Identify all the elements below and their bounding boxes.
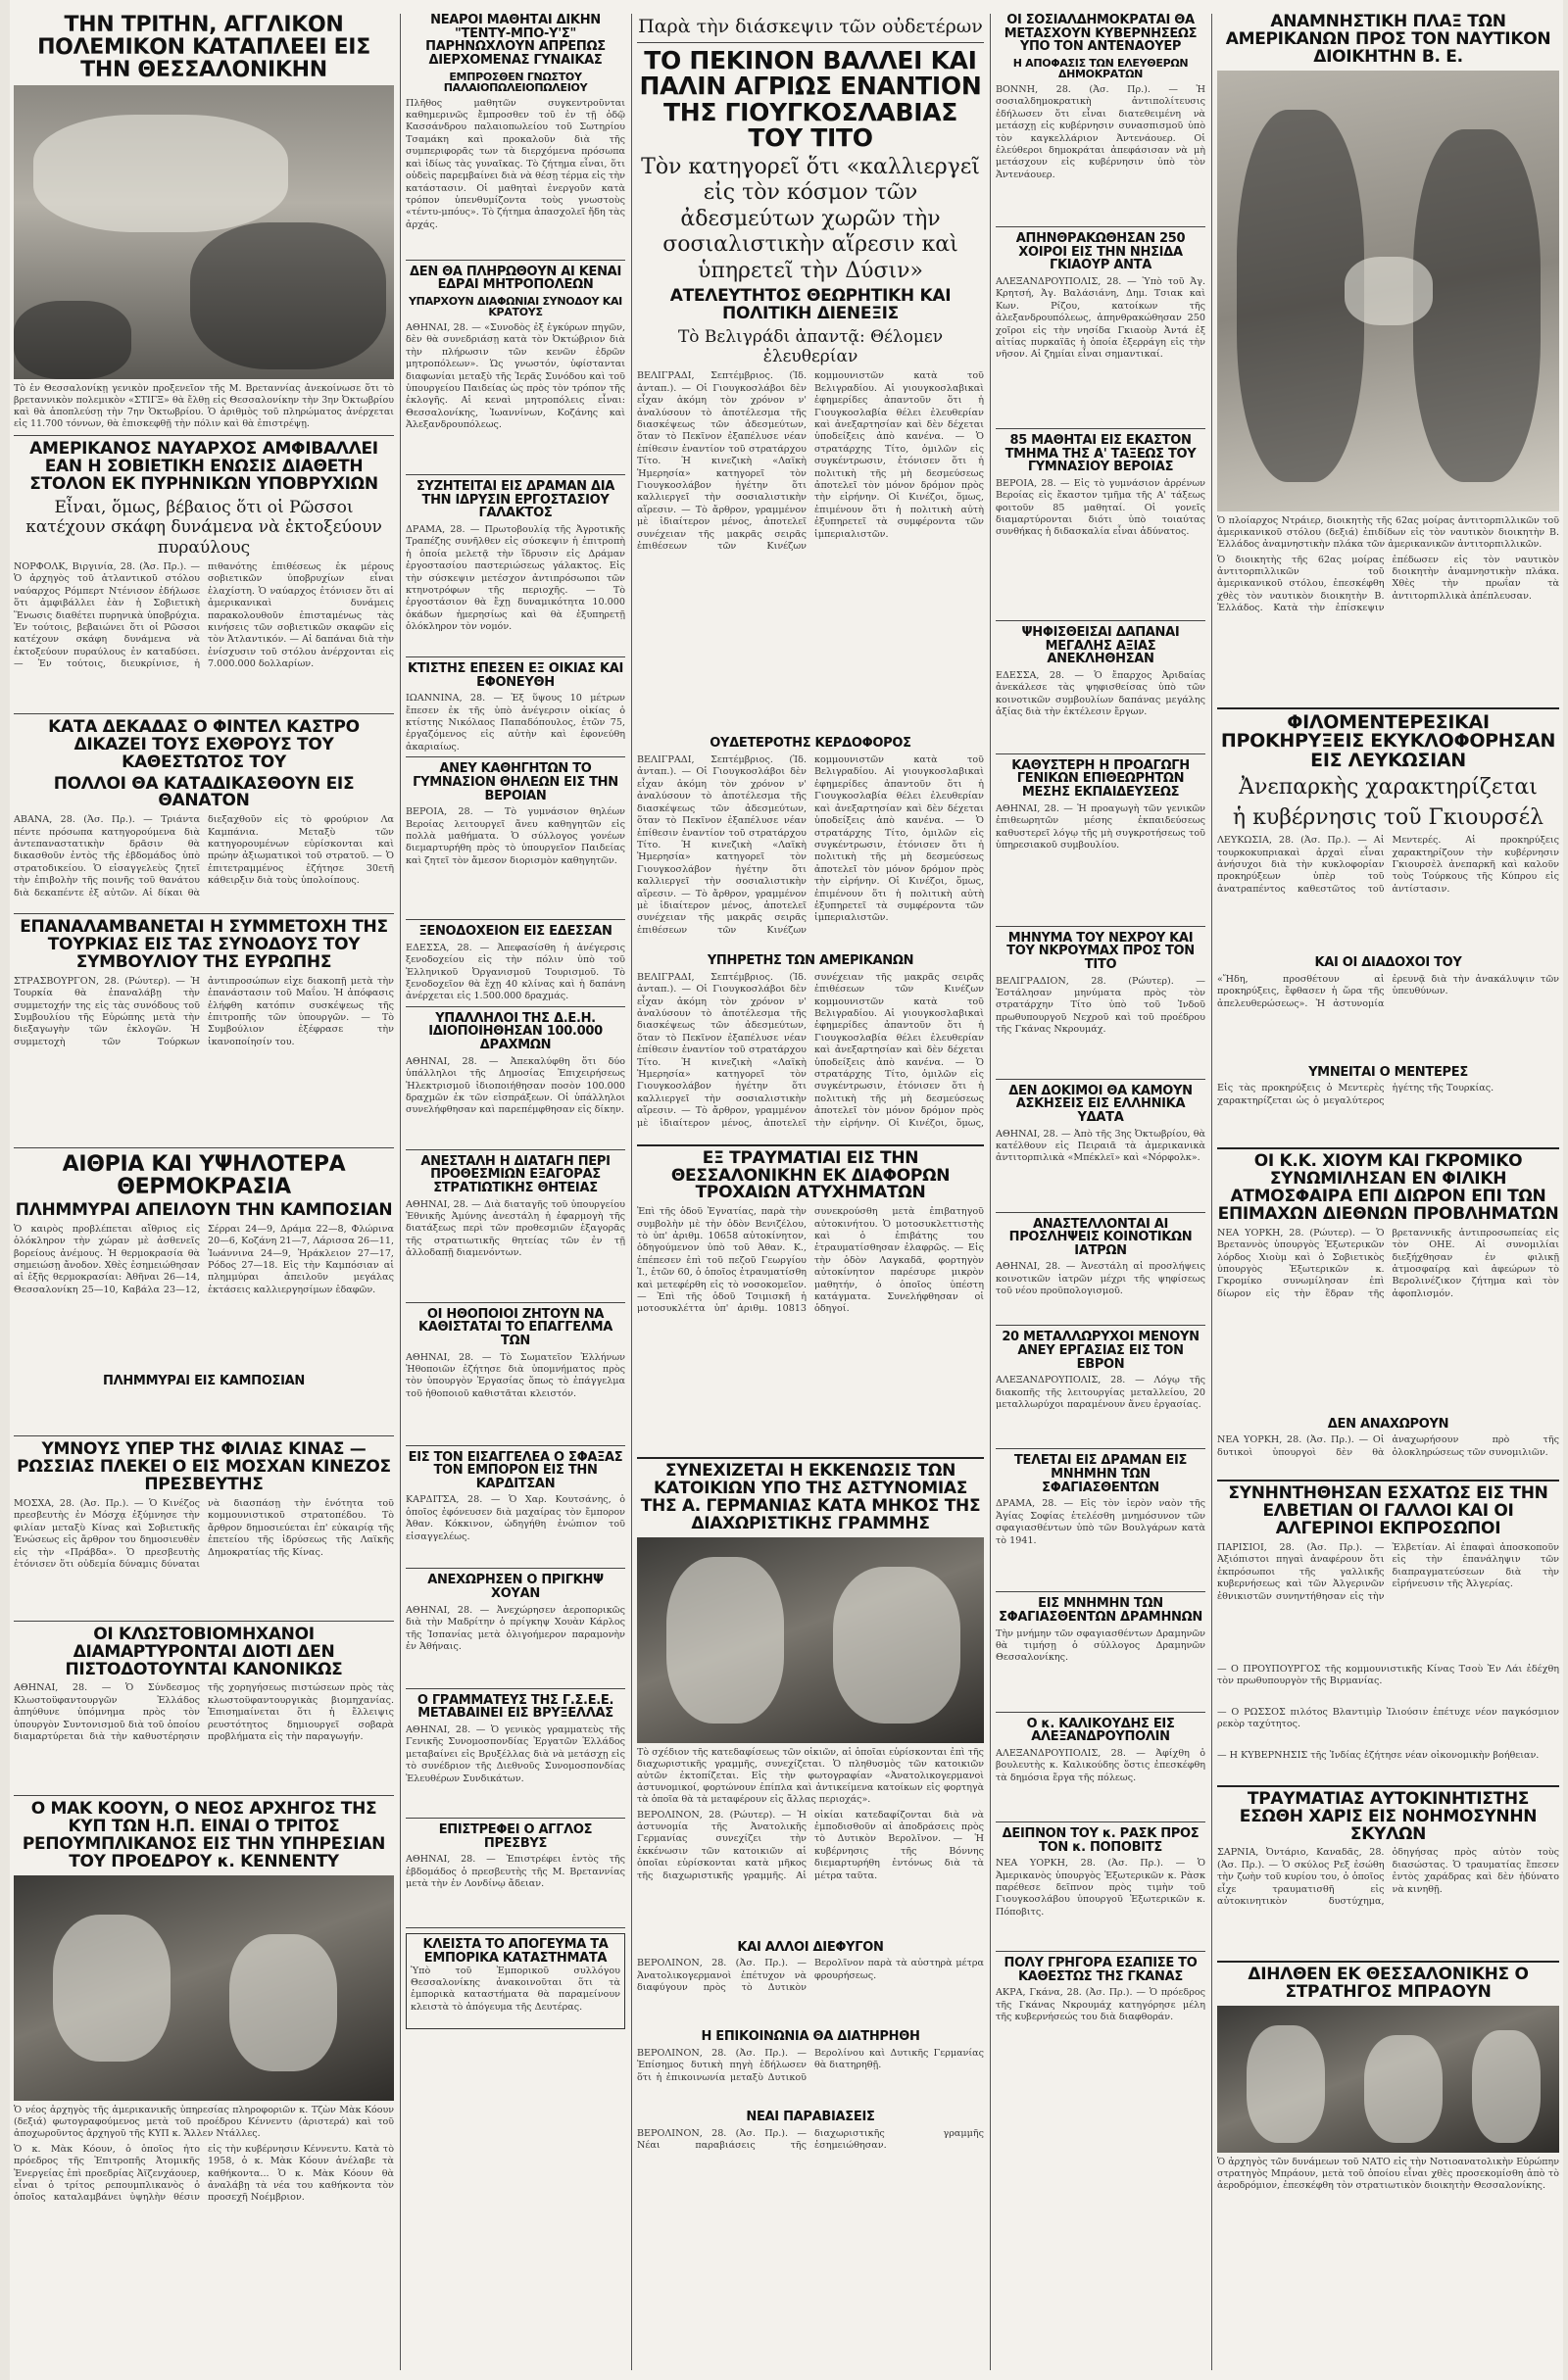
divider [14, 1435, 394, 1436]
article-body: Ἐπὶ τῆς ὁδοῦ Ἐγνατίας, παρὰ τὴν συμβολὴν μὲ τὴν ὁδὸν Βενιζέλου, τὸ ὑπ' ἀριθμ. 10658 αὐτοκίνητον, ὁδηγούμενον ὑπὸ τοῦ Ἀθαν. Κ., ἐπέπεσεν ἐπὶ τοῦ πεζοῦ Γεωργίου Ἰ., ἐτῶν 60, ὁ ὁποῖος ἐτραυματίσθη καὶ μετεφέρθη εἰς τὸ νοσοκομεῖον. — Ἐπὶ τῆς ὁδοῦ Τσιμισκῆ ἡ μοτοσυκλέττα ὑπ' ἀριθμ. 10813 συνεκρούσθη μετὰ ἐπιβατηγοῦ αὐτοκινήτου. Ὁ μοτοσυκλεττιστὴς καὶ ὁ ἐπιβάτης του ἐτραυματίσθησαν ἐλαφρῶς. — Εἰς τὴν ὁδὸν Λαγκαδᾶ, φορτηγὸν αὐτοκίνητον παρέσυρε μικρὸν μαθητήν, ὁ ὁποῖος ὑπέστη κατάγματα. Συνελήφθησαν οἱ ὁδηγοί. [637, 1206, 984, 1315]
article-body: Ὑπὸ τοῦ Ἐμπορικοῦ συλλόγου Θεσσαλονίκης ἀνακοινοῦται ὅτι τὰ ἐμπορικὰ καταστήματα θὰ παραμείνουν κλειστὰ τὸ ἀπόγευμα τῆς Δευτέρας. [411, 1965, 620, 2013]
article-body: ΒΕΡΟΛΙΝΟΝ, 28. (Ἀσ. Πρ.). — Ἐπίσημος δυτικὴ πηγὴ ἐδήλωσεν ὅτι ἡ ἐπικοινωνία μεταξὺ Δυτικοῦ Βερολίνου καὶ Δυτικῆς Γερμανίας θὰ διατηρηθῇ. [637, 2047, 984, 2083]
article-body: Ὁ καιρὸς προβλέπεται αἴθριος εἰς ὁλόκληρον τὴν χώραν μὲ ἀσθενεῖς βορείους ἀνέμους. Ἡ θερμοκρασία θὰ σημειώσῃ ἄνοδον. Χθὲς ἐσημειώθησαν αἱ ἑξῆς θερμοκρασίαι: Ἀθῆναι 26—14, Θεσσαλονίκη 25—10, Καβάλα 23—12, Σέρραι 24—9, Δράμα 22—8, Φλώρινα 20—6, Κοζάνη 21—7, Λάρισσα 26—11, Ἰωάννινα 24—9, Ἡράκλειον 27—17, Ρόδος 27—18. Εἰς τὴν Καμπόσιαν αἱ πλημμύραι ἀπειλοῦν μεγάλας ἐκτάσεις καλλιεργησίμων ἐδαφῶν. [14, 1223, 394, 1295]
article-body: ΕΔΕΣΣΑ, 28. — Ἀπεφασίσθη ἡ ἀνέγερσις ξενοδοχείου εἰς τὴν πόλιν ὑπὸ τοῦ Ἑλληνικοῦ Ὀργανισμοῦ Τουρισμοῦ. Τὸ ξενοδοχεῖον θὰ ἔχῃ 40 κλίνας καὶ ἡ δαπάνη ἀνέρχεται εἰς 1.500.000 δραχμάς. [406, 942, 625, 1001]
headline: ΟΙ ΗΘΟΠΟΙΟΙ ΖΗΤΟΥΝ ΝΑ ΚΑΘΙΣΤΑΤΑΙ ΤΟ ΕΠΑΓΓΕΛΜΑ ΤΩΝ [418, 1306, 612, 1348]
article-body: ΚΑΡΔΙΤΣΑ, 28. — Ὁ Χαρ. Κουτσάνης, ὁ ὁποῖος ἐφόνευσεν διὰ μαχαίρας τὸν ἔμπορον Ἀθαν. Κόκκινον, ὡδηγήθη ἐνώπιον τοῦ εἰσαγγελέως. [406, 1494, 625, 1542]
article-body: «Ἤδη, προσθέτουν αἱ προκηρύξεις, ἔφθασεν ἡ ὥρα τῆς ἀπελευθερώσεως». Ἡ ἀστυνομία ἐρευνᾷ διὰ τὴν ἀνακάλυψιν τῶν ὑπευθύνων. [1217, 973, 1559, 1009]
headline: ΣΥΖΗΤΕΙΤΑΙ ΕΙΣ ΔΡΑΜΑΝ ΔΙΑ ΤΗΝ ΙΔΡΥΣΙΝ ΕΡΓΟΣΤΑΣΙΟΥ ΓΑΛΑΚΤΟΣ [416, 479, 615, 521]
headline: ΔΕΝ ΔΟΚΙΜΟΙ ΘΑ ΚΑΜΟΥΝ ΑΣΚΗΣΕΙΣ ΕΙΣ ΕΛΛΗΝΙΚΑ ΥΔΑΤΑ [1008, 1083, 1193, 1125]
article-body: Τὴν μνήμην τῶν σφαγιασθέντων Δραμηνῶν θὰ τιμήσῃ ὁ σύλλογος Δραμηνῶν Θεσσαλονίκης. [996, 1627, 1205, 1664]
headline: ΕΠΑΝΑΛΑΜΒΑΝΕΤΑΙ Η ΣΥΜΜΕΤΟΧΗ ΤΗΣ ΤΟΥΡΚΙΑΣ ΕΙΣ ΤΑΣ ΣΥΝΟΔΟΥΣ ΤΟΥ ΣΥΜΒΟΥΛΙΟΥ ΤΗΣ ΕΥΡΩΠΗΣ [20, 917, 388, 972]
divider [637, 1457, 984, 1459]
section-tag: ΝΕΑΙ ΠΑΡΑΒΙΑΣΕΙΣ [746, 2109, 875, 2124]
article-body: ΑΘΗΝΑΙ, 28. — Ἀνεχώρησεν ἀεροπορικῶς διὰ τὴν Μαδρίτην ὁ πρίγκηψ Χουὰν Κάρλος τῆς Ἰσπανίας μετὰ ὀλιγοήμερον παραμονὴν ἐν Ἀθήναις. [406, 1604, 625, 1652]
headline: ΣΥΝΗΝΤΗΘΗΣΑΝ ΕΣΧΑΤΩΣ ΕΙΣ ΤΗΝ ΕΛΒΕΤΙΑΝ ΟΙ ΓΑΛΛΟΙ ΚΑΙ ΟΙ ΑΛΓΕΡΙΝΟΙ ΕΚΠΡΟΣΩΠΟΙ [1228, 1483, 1548, 1539]
divider [996, 1591, 1205, 1592]
divider [996, 1821, 1205, 1822]
subheadline: Ἀνεπαρκὴς χαρακτηρίζεται [1239, 775, 1538, 801]
article-body: ΑΘΗΝΑΙ, 28. — Ὁ γενικὸς γραμματεὺς τῆς Γενικῆς Συνομοσπονδίας Ἐργατῶν Ἑλλάδος μεταβαίνει εἰς Βρυξέλλας διὰ νὰ μετάσχῃ εἰς τὸ συνέδριον τῆς Διεθνοῦς Συνομοσπονδίας Ἐλευθέρων Συνδικάτων. [406, 1724, 625, 1784]
article-body: ΑΘΗΝΑΙ, 28. — «Συνοδὸς ἐξ ἐγκύρων πηγῶν, δὲν θὰ συνεδριάσῃ κατὰ τὸν Ὀκτώβριον διὰ τὴν πλήρωσιν τῶν κενῶν ἑδρῶν μητροπόλεων». Ὡς γνωστόν, ὑφίστανται διαφωνίαι μεταξὺ τῆς Ἱερᾶς Συνόδου καὶ τοῦ ὑπουργείου Παιδείας ὡς πρὸς τὸν τρόπον τῆς ἐκλογῆς. Αἱ κεναὶ μητροπόλεις εἶναι: Θεσσαλονίκης, Ἰωαννίνων, Κοζάνης καὶ Ἀλεξανδρουπόλεως. [406, 322, 625, 431]
headline: ΚΛΕΙΣΤΑ ΤΟ ΑΠΟΓΕΥΜΑ ΤΑ ΕΜΠΟΡΙΚΑ ΚΑΤΑΣΤΗΜΑΤΑ [422, 1937, 609, 1966]
section-tag: Η ΕΠΙΚΟΙΝΩΝΙΑ ΘΑ ΔΙΑΤΗΡΗΘΗ [701, 2029, 920, 2045]
column-5 [1213, 14, 1563, 2370]
section-tag: ΠΛΗΜΜΥΡΑΙ ΕΙΣ ΚΑΜΠΟΣΙΑΝ [103, 1373, 305, 1388]
headline: ΚΤΙΣΤΗΣ ΕΠΕΣΕΝ ΕΞ ΟΙΚΙΑΣ ΚΑΙ ΕΦΟΝΕΥΘΗ [407, 660, 624, 690]
divider [406, 919, 625, 920]
subheadline: Η ΑΠΟΦΑΣΙΣ ΤΩΝ ΕΛΕΥΘΕΡΩΝ ΔΗΜΟΚΡΑΤΩΝ [1012, 56, 1189, 81]
column-1 [10, 14, 398, 2370]
section-tag: ΚΑΙ ΑΛΛΟΙ ΔΙΕΦΥΓΟΝ [737, 1939, 884, 1955]
headline: ΑΝΑΣΤΕΛΛΟΝΤΑΙ ΑΙ ΠΡΟΣΛΗΨΕΙΣ ΚΟΙΝΟΤΙΚΩΝ ΙΑΤΡΩΝ [1008, 1216, 1193, 1258]
article-body: ΑΛΕΞΑΝΔΡΟΥΠΟΛΙΣ, 28. — Ἀφίχθη ὁ βουλευτὴς κ. Καλικούδης ὅστις ἐπεσκέφθη τὰ δημόσια ἔργα τῆς πόλεως. [996, 1747, 1205, 1783]
subheadline: ΥΠΑΡΧΟΥΝ ΔΙΑΦΩΝΙΑΙ ΣΥΝΟΔΟΥ ΚΑΙ ΚΡΑΤΟΥΣ [409, 294, 622, 319]
subheadline: ΠΟΛΛΟΙ ΘΑ ΚΑΤΑΔΙΚΑΣΘΟΥΝ ΕΙΣ ΘΑΝΑΤΟΝ [53, 773, 355, 811]
article-body: ΠΑΡΙΣΙΟΙ, 28. (Ἀσ. Πρ.). — Ἀξιόπιστοι πηγαὶ ἀναφέρουν ὅτι ἐκπρόσωποι τῆς γαλλικῆς κυβερνήσεως καὶ τῶν Ἀλγερινῶν ἐθνικιστῶν συνηντήθησαν εἰς τὴν Ἐλβετίαν. Αἱ ἐπαφαὶ ἀποσκοποῦν εἰς τὴν ἐπανάληψιν τῶν διαπραγματεύσεων διὰ τὴν εἰρήνευσιν τῆς Ἀλγερίας. [1217, 1541, 1559, 1602]
photo-caption: Ὁ πλοίαρχος Ντράιερ, διοικητὴς τῆς 62ας μοίρας ἀντιτορπιλλικῶν τοῦ ἀμερικανικοῦ στόλου (δεξιά) ἐπιδίδων εἰς τὸν ναυτικὸν διοικητὴν Β. Ἑλλάδος ἀναμνηστικὴν πλάκα τῶν ἀμερικανικῶν ἀντιτορπιλλικῶν. [1217, 514, 1559, 550]
column-rule [990, 14, 991, 2370]
subheadline: Τὸν κατηγορεῖ ὅτι «καλλιεργεῖ εἰς τὸν κόσμον τῶν ἀδεσμεύτων χωρῶν τὴν σοσιαλιστικὴν αἵρεσιν καὶ ὑπηρετεῖ τὴν Δύσιν» [641, 155, 980, 283]
article-body: ΣΤΡΑΣΒΟΥΡΓΟΝ, 28. (Ρώυτερ). — Ἡ Τουρκία θὰ ἐπαναλάβῃ τὴν συμμετοχήν της εἰς τὰς συνόδους τοῦ Συμβουλίου τῆς Εὐρώπης μετὰ τὴν διεξαγωγὴν τῶν ἐκλογῶν. Ἡ συμμετοχὴ τῶν Τούρκων ἀντιπροσώπων εἶχε διακοπῇ μετὰ τὴν ἐπανάστασιν τοῦ Μαΐου. Ἡ ἀπόφασις ἐλήφθη κατόπιν συσκέψεως τῆς ἐπιτροπῆς τῶν ὑπουργῶν. — Τὸ Συμβούλιον ἐξέφρασε τὴν ἱκανοποίησίν του. [14, 975, 394, 1047]
divider [406, 1302, 625, 1303]
divider [996, 1712, 1205, 1713]
photo-caption: Τὸ σχέδιον τῆς κατεδαφίσεως τῶν οἰκιῶν, αἱ ὁποῖαι εὑρίσκονται ἐπὶ τῆς διαχωριστικῆς γραμμῆς, συνεχίζεται. Ὁ πληθυσμὸς τῶν κατοικιῶν αὐτῶν ἐκτοπίζεται. Εἰς τὴν φωτογραφίαν «Ἀνατολικογερμανοὶ ἀστυνομικοί, φορτώνουν ἐπίπλα καὶ ἀντικείμενα κατοίκων εἰς φορτηγὰ τὰ ὁποῖα θὰ τὰ μεταφέρουν εἰς ἄλλας περιοχάς». [637, 1746, 984, 1805]
divider [406, 1927, 625, 1928]
divider [996, 1448, 1205, 1449]
divider [996, 428, 1205, 429]
divider [996, 620, 1205, 621]
divider [637, 42, 984, 43]
notice-box [406, 1933, 625, 2028]
column-rule [1211, 14, 1212, 2370]
article-body: ΝΕΑ ΥΟΡΚΗ, 28. (Ἀσ. Πρ.). — Οἱ δυτικοὶ ὑπουργοὶ δὲν θὰ ἀναχωρήσουν πρὸ τῆς ὁλοκληρώσεως τῶν συνομιλιῶν. [1217, 1434, 1559, 1458]
headline: ΝΕΑΡΟΙ ΜΑΘΗΤΑΙ ΔΙΚΗΝ "ΤΕΝΤΥ-ΜΠΟ-Υ'Σ" ΠΑΡΗΝΩΧΛΟΥΝ ΑΠΡΕΠΩΣ ΔΙΕΡΧΟΜΕΝΑΣ ΓΥΝΑΙΚΑΣ [425, 14, 606, 68]
headline: ΕΞ ΤΡΑΥΜΑΤΙΑΙ ΕΙΣ ΤΗΝ ΘΕΣΣΑΛΟΝΙΚΗΝ ΕΚ ΔΙΑΦΟΡΩΝ ΤΡΟΧΑΙΩΝ ΑΤΥΧΗΜΑΤΩΝ [670, 1147, 951, 1203]
divider [996, 1079, 1205, 1080]
newspaper-page [10, 0, 1563, 2380]
article-body: ΑΛΕΞΑΝΔΡΟΥΠΟΛΙΣ, 28. — Λόγῳ τῆς διακοπῆς τῆς λειτουργίας μεταλλείου, 20 μεταλλωρύχοι παραμένουν ἄνευ ἐργασίας. [996, 1375, 1205, 1411]
headline: ΥΠΑΛΛΗΛΟΙ ΤΗΣ Δ.Ε.Η. ΙΔΙΟΠΟΙΗΘΗΣΑΝ 100.000 ΔΡΑΧΜΩΝ [428, 1010, 603, 1053]
divider [406, 656, 625, 657]
divider [996, 1212, 1205, 1213]
article-body: ΙΩΑΝΝΙΝΑ, 28. — Ἐξ ὕψους 10 μέτρων ἔπεσεν ἐκ τῆς ὑπὸ ἀνέγερσιν οἰκίας ὁ κτίστης Νικόλαος Παπαδόπουλος, ἐτῶν 75, ἐργαζόμενος εἰς αὐτὴν καὶ ἐφονεύθη ἀκαριαίως. [406, 693, 625, 753]
headline: ΜΗΝΥΜΑ ΤΟΥ ΝΕΧΡΟΥ ΚΑΙ ΤΟΥ ΝΚΡΟΥΜΑΧ ΠΡΟΣ ΤΟΝ ΤΙΤΟ [1006, 930, 1195, 972]
article-body: ΑΚΡΑ, Γκάνα, 28. (Ἀσ. Πρ.). — Ὁ πρόεδρος τῆς Γκάνας Νκρουμάχ κατηγόρησε μέλη τῆς κυβερνήσεώς του διὰ διαφθοράν. [996, 1987, 1205, 2023]
divider [1217, 1785, 1559, 1787]
brief: — Η ΚΥΒΕΡΝΗΣΙΣ τῆς Ἰνδίας ἐζήτησε νέαν οἰκονομικὴν βοήθειαν. [1217, 1749, 1540, 1761]
headline: ΤΗΝ ΤΡΙΤΗΝ, ΑΓΓΛΙΚΟΝ ΠΟΛΕΜΙΚΟΝ ΚΑΤΑΠΛΕΕΙ ΕΙΣ ΤΗΝ ΘΕΣΣΑΛΟΝΙΚΗΝ [37, 14, 370, 83]
headline: ΑΝΕΥ ΚΑΘΗΓΗΤΩΝ ΤΟ ΓΥΜΝΑΣΙΟΝ ΘΗΛΕΩΝ ΕΙΣ ΤΗΝ ΒΕΡΟΙΑΝ [413, 761, 618, 803]
article-body: Ὁ κ. Μὰκ Κόουν, ὁ ὁποῖος ἦτο πρόεδρος τῆς Ἐπιτροπῆς Ἀτομικῆς Ἐνεργείας ἐπὶ προεδρίας Ἀϊζενχάουερ, εἶναι ὁ τρίτος ρεπουμπλικανὸς ὁ ὁποῖος καταλαμβάνει ὑψηλὴν θέσιν εἰς τὴν κυβέρνησιν Κέννεντυ. Κατὰ τὸ 1958, ὁ κ. Μὰκ Κόουν ἀνέλαβε τὰ καθήκοντα... Ὁ κ. Μὰκ Κόουν θὰ ἀναλάβῃ τὰ νέα του καθήκοντα τὸν προσεχῆ Νοέμβριον. [14, 2143, 394, 2204]
headline: ΑΝΑΜΝΗΣΤΙΚΗ ΠΛΑΞ ΤΩΝ ΑΜΕΡΙΚΑΝΩΝ ΠΡΟΣ ΤΟΝ ΝΑΥΤΙΚΟΝ ΔΙΟΙΚΗΤΗΝ Β. Ε. [1225, 14, 1551, 67]
photo-caption: Ὁ νέος ἀρχηγὸς τῆς ἀμερικανικῆς ὑπηρεσίας πληροφοριῶν κ. Τζὼν Μὰκ Κόουν (δεξιά) φωτογραφούμενος μετὰ τοῦ προέδρου Κέννεντυ (ἀριστερά) καὶ τοῦ ἀποχωροῦντος ἀρχηγοῦ τῆς ΚΥΠ κ. Ἄλλεν Ντάλλες. [14, 2104, 394, 2139]
article-body: ΑΘΗΝΑΙ, 28. — Ἀπεκαλύφθη ὅτι δύο ὑπάλληλοι τῆς Δημοσίας Ἐπιχειρήσεως Ἠλεκτρισμοῦ ἰδιοποιήθησαν ποσὸν 100.000 δραχμῶν ἐκ τῶν εἰσπράξεων. Οἱ ὑπάλληλοι συνελήφθησαν καὶ παρεπέμφθησαν εἰς δίκην. [406, 1055, 625, 1116]
article-body: ΝΟΡΦΟΛΚ, Βιργινία, 28. (Ἀσ. Πρ.). — Ὁ ἀρχηγὸς τοῦ ἀτλαντικοῦ στόλου ναύαρχος Ρόμπερτ Ντένισον ἐδήλωσε ὅτι ἀμφιβάλλει ἐὰν ἡ Σοβιετικὴ Ἕνωσις διαθέτει πυρηνικὰ ὑποβρύχια. Ἐν τούτοις, βεβαιώνει ὅτι οἱ Ρῶσσοι κατέχουν σκάφη δυνάμενα νὰ ἐκτοξεύουν πυραύλους ἐν καταδύσει. — Ἐν τούτοις, διευκρίνισε, ἡ πιθανότης ἐπιθέσεως ἐκ μέρους σοβιετικῶν ὑποβρυχίων εἶναι ἐλαχίστη. Ὁ ναύαρχος ἐτόνισεν ὅτι αἱ ἀμερικανικαὶ δυνάμεις παρακολουθοῦν ἐπισταμένως τὰς κινήσεις τῶν σοβιετικῶν σκαφῶν εἰς τὸν Ἀτλαντικόν. — Αἱ δαπάναι διὰ τὴν ἐνίσχυσιν τοῦ στόλου ἀνέρχονται εἰς 7.000.000 δολλαρίων. [14, 560, 394, 670]
divider [406, 1818, 625, 1819]
headline: ΠΟΛΥ ΓΡΗΓΟΡΑ ΕΣΑΠΙΣΕ ΤΟ ΚΑΘΕΣΤΩΣ ΤΗΣ ΓΚΑΝΑΣ [1004, 1956, 1198, 1984]
column-3 [633, 14, 988, 2370]
headline: ΕΠΙΣΤΡΕΦΕΙ Ο ΑΓΓΛΟΣ ΠΡΕΣΒΥΣ [438, 1822, 593, 1851]
section-tag: ΔΕΝ ΑΝΑΧΩΡΟΥΝ [1327, 1416, 1449, 1432]
article-body: ΒΕΛΙΓΡΑΔΙ, Σεπτέμβριος. (Ἰδ. ἀνταπ.). — Οἱ Γιουγκοσλάβοι δὲν εἶχαν ἀκόμη τὸν χρόνον ν' ἀναλύσουν τὸ ἀποτέλεσμα τῆς διασκέψεως τῶν ἀδεσμεύτων, ὅταν τὸ Πεκῖνον ἐξαπέλυσε νέαν ἐπίθεσιν ἐναντίον τοῦ στρατάρχου Τίτο. Ἡ κινεζικὴ «Λαϊκὴ Ἡμερησία» κατηγορεῖ τὸν Γιουγκοσλάβον ἡγέτην ὅτι καλλιεργεῖ τὴν σοσιαλιστικὴν αἵρεσιν. — Τὸ ἄρθρον, γραμμένον μὲ ἰδιαίτερον μένος, ἀποτελεῖ συνέχειαν τῆς μακρᾶς σειρᾶς ἐπιθέσεων τῶν Κινέζων κομμουνιστῶν κατὰ τοῦ Βελιγραδίου. Αἱ γιουγκοσλαβικαὶ ἐφημερίδες ἀπαντοῦν ὅτι ἡ Γιουγκοσλαβία θέλει ἐλευθερίαν καὶ ἀνεξαρτησίαν καὶ δὲν δέχεται ὑποδείξεις ἀπὸ κανένα. — Ὁ στρατάρχης Τίτο, ὁμιλῶν εἰς συγκέντρωσιν, ἐτόνισεν ὅτι ἡ πολιτικὴ τῆς μὴ δεσμεύσεως ἀποτελεῖ τὸν μόνον δρόμον πρὸς τὴν εἰρήνην. Οἱ Κινέζοι, ὅμως, [637, 971, 984, 1129]
headline: ΚΑΘΥΣΤΕΡΗ Η ΠΡΟΑΓΩΓΗ ΓΕΝΙΚΩΝ ΕΠΙΘΕΩΡΗΤΩΝ ΜΕΣΗΣ ΕΚΠΑΙΔΕΥΣΕΩΣ [1011, 757, 1190, 801]
article-body: ΒΕΡΟΛΙΝΟΝ, 28. (Ἀσ. Πρ.). — Ἀνατολικογερμανοὶ ἐπέτυχον νὰ διαφύγουν πρὸς τὸ Δυτικὸν Βερολῖνον παρὰ τὰ αὐστηρὰ μέτρα φρουρήσεως. [637, 1958, 984, 1994]
divider [14, 1147, 394, 1148]
photo-caption: Τὸ ἐν Θεσσαλονίκῃ γενικὸν προξενεῖον τῆς Μ. Βρεταννίας ἀνεκοίνωσε ὅτι τὸ βρεταννικὸν πολεμικὸν «ΣΤΙΓΞ» θὰ ἔλθῃ εἰς Θεσσαλονίκην τὴν 3ην Ὀκτωβρίου καὶ θὰ ἀποπλεύσῃ τὴν 7ην Ὀκτωβρίου. Ὁ ἀριθμὸς τοῦ πληρώματος ἀνέρχεται εἰς 11.700 τόννων, θὰ ἐπισκεφθῇ τὴν πόλιν καὶ θὰ ἐπιστρέψῃ. [14, 383, 394, 430]
divider [406, 1688, 625, 1689]
article-body: Εἰς τὰς προκηρύξεις ὁ Μεντερὲς χαρακτηρίζεται ὡς ὁ μεγαλύτερος ἡγέτης τῆς Τουρκίας. [1217, 1083, 1494, 1106]
column-2 [402, 14, 629, 2370]
headline: Ο κ. ΚΑΛΙΚΟΥΔΗΣ ΕΙΣ ΑΛΕΞΑΝΔΡΟΥΠΟΛΙΝ [1026, 1716, 1175, 1745]
article-body: ΒΕΡΟΙΑ, 28. — Τὸ γυμνάσιον θηλέων Βεροίας λειτουργεῖ ἄνευ καθηγητῶν εἰς πολλὰ μαθήματα. Ὁ σύλλογος γονέων διεμαρτυρήθη πρὸς τὸ ὑπουργεῖον Παιδείας καὶ ζητεῖ τὸν ἄμεσον διορισμὸν καθηγητῶν. [406, 806, 625, 866]
article-body: ΑΘΗΝΑΙ, 28. — Ἡ προαγωγὴ τῶν γενικῶν ἐπιθεωρητῶν μέσης ἐκπαιδεύσεως καθυστερεῖ λόγῳ τῆς μὴ συγκροτήσεως τοῦ ὑπηρεσιακοῦ συμβουλίου. [996, 802, 1205, 850]
headline: ΑΙΘΡΙΑ ΚΑΙ ΥΨΗΛΟΤΕΡΑ ΘΕΡΜΟΚΡΑΣΙΑ [62, 1151, 346, 1199]
column-4 [992, 14, 1209, 2370]
headline: ΔΕΝ ΘΑ ΠΛΗΡΩΘΟΥΝ ΑΙ ΚΕΝΑΙ ΕΔΡΑΙ ΜΗΤΡΟΠΟΛΕΩΝ [410, 264, 621, 293]
general-photo [1217, 2006, 1559, 2153]
article-body: ΑΒΑΝΑ, 28. (Ἀσ. Πρ.). — Τριάντα πέντε πρόσωπα κατηγορούμενα διὰ ἀντεπαναστατικὴν δρᾶσιν θὰ δικασθοῦν ἐντὸς τῆς ἑβδομάδος ὑπὸ στρατοδικείου. Ὁ εἰσαγγελεὺς ζητεῖ τὴν ἐπιβολὴν τῆς ποινῆς τοῦ θανάτου διὰ δεκαπέντε ἐξ αὐτῶν. Αἱ δίκαι θὰ διεξαχθοῦν εἰς τὸ φρούριον Λα Καμπάνια. Μεταξὺ τῶν κατηγορουμένων εὑρίσκονται καὶ πρώην ἀξιωματικοὶ τοῦ στρατοῦ. — Ὁ ἐπιτετραμμένος ἐζήτησε 30ετῆ κάθειρξιν διὰ τοὺς ὑπολοίπους. [14, 814, 394, 899]
headline: 85 ΜΑΘΗΤΑΙ ΕΙΣ ΕΚΑΣΤΟΝ ΤΜΗΜΑ ΤΗΣ Α' ΤΑΞΕΩΣ ΤΟΥ ΓΥΜΝΑΣΙΟΥ ΒΕΡΟΙΑΣ [1004, 432, 1197, 475]
subheadline: Τὸ Βελιγράδι ἀπαντᾷ: Θέλομεν ἐλευθερίαν [677, 326, 944, 367]
headline: 20 ΜΕΤΑΛΛΩΡΥΧΟΙ ΜΕΝΟΥΝ ΑΝΕΥ ΕΡΓΑΣΙΑΣ ΕΙΣ ΤΟΝ ΕΒΡΟΝ [1002, 1330, 1200, 1372]
headline: ΚΑΤΑ ΔΕΚΑΔΑΣ Ο ΦΙΝΤΕΛ ΚΑΣΤΡΟ ΔΙΚΑΖΕΙ ΤΟΥΣ ΕΧΘΡΟΥΣ ΤΟΥ ΚΑΘΕΣΤΩΤΟΣ ΤΟΥ [48, 716, 360, 772]
article-body: ΒΕΡΟΙΑ, 28. — Εἰς τὸ γυμνάσιον ἀρρένων Βεροίας εἰς ἕκαστον τμῆμα τῆς Α' τάξεως φοιτοῦν 85 μαθηταί. Οἱ γονεῖς διαμαρτύρονται διότι ὑπὸ τοιαύτας συνθήκας ἡ διδασκαλία εἶναι ἀδύνατος. [996, 477, 1205, 538]
article-body: ΑΘΗΝΑΙ, 28. — Τὸ Σωματεῖον Ἑλλήνων Ἠθοποιῶν ἐζήτησε διὰ ὑπομνήματος πρὸς τὸν ὑπουργὸν Ἐργασίας ὅπως τὸ ἐπάγγελμα τοῦ ἠθοποιοῦ καθιστᾶται κλειστόν. [406, 1351, 625, 1399]
article-body: ΒΟΝΝΗ, 28. (Ἀσ. Πρ.). — Ἡ σοσιαλδημοκρατικὴ ἀντιπολίτευσις ἐδήλωσεν ὅτι εἶναι διατεθειμένη νὰ μετάσχῃ εἰς κυβέρνησιν συνασπισμοῦ ὑπὸ τὸν καγκελλάριον Ἀντενάουερ. Οἱ ἐλεύθεροι δημοκράται ἀπεφάσισαν νὰ μὴ μετάσχουν εἰς κυβέρνησιν ὑπὸ τὸν Ἀντενάουερ. [996, 84, 1205, 180]
portrait-photo [14, 1875, 394, 2101]
divider [1217, 1147, 1559, 1149]
headline: ΕΙΣ ΜΝΗΜΗΝ ΤΩΝ ΣΦΑΓΙΑΣΘΕΝΤΩΝ ΔΡΑΜΗΝΩΝ [999, 1596, 1202, 1625]
headline: ΟΙ ΣΟΣΙΑΛΔΗΜΟΚΡΑΤΑΙ ΘΑ ΜΕΤΑΣΧΟΥΝ ΚΥΒΕΡΝΗΣΕΩΣ ΥΠΟ ΤΟΝ ΑΝΤΕΝΑΟΥΕΡ [1004, 14, 1198, 55]
photo-caption: Ὁ ἀρχηγὸς τῶν δυνάμεων τοῦ ΝΑΤΟ εἰς τὴν Νοτιοανατολικὴν Εὐρώπην στρατηγὸς Μπράουν, μετὰ τοῦ ὁποίου εἶναι χθὲς προσεκομίσθη ἀπὸ τὸ ἀεροδρόμιον, ἐπεσκέφθη τὸν στρατιωτικὸν διοικητὴν Θεσσαλονίκης. [1217, 2157, 1559, 2192]
headline: ΑΝΕΧΩΡΗΣΕΝ Ο ΠΡΙΓΚΗΨ ΧΟΥΑΝ [427, 1573, 604, 1602]
section-tag: ΟΥΔΕΤΕΡΟΤΗΣ ΚΕΡΔΟΦΟΡΟΣ [710, 736, 911, 752]
divider [637, 1144, 984, 1146]
article-body: ΣΑΡΝΙΑ, Ὀντάριο, Καναδᾶς, 28. (Ἀσ. Πρ.). — Ὁ σκύλος Ρεξ ἐσώθη τὴν ζωὴν τοῦ κυρίου του, ὁ ὁποῖος εἶχε τραυματισθῆ εἰς αὐτοκινητικὸν δυστύχημα, ὁδηγήσας πρὸς αὐτὸν τοὺς διασώστας. Ὁ τραυματίας ἔπεσεν ἐντὸς χαράδρας καὶ δὲν ἠδύνατο νὰ κινηθῇ. [1217, 1847, 1559, 1908]
article-body: ΑΘΗΝΑΙ, 28. — Ὁ Σύνδεσμος Κλωστοϋφαντουργῶν Ἑλλάδος ἀπηύθυνε ὑπόμνημα πρὸς τὸν ὑπουργὸν Συντονισμοῦ διὰ τοῦ ὁποίου διαμαρτύρεται διὰ τὴν καθυστέρησιν τῆς χορηγήσεως πιστώσεων πρὸς τὰς κλωστοϋφαντουργικὰς βιομηχανίας. Ἐπισημαίνεται ὅτι ἡ ἔλλειψις ρευστότητος δημιουργεῖ σοβαρὰ προβλήματα εἰς τὴν παραγωγήν. [14, 1682, 394, 1743]
kicker: Παρὰ τὴν διάσκεψιν τῶν οὐδετέρων [638, 16, 983, 37]
headline: ΤΕΛΕΤΑΙ ΕΙΣ ΔΡΑΜΑΝ ΕΙΣ ΜΝΗΜΗΝ ΤΩΝ ΣΦΑΓΙΑΣΘΕΝΤΩΝ [1013, 1453, 1188, 1495]
headline: ΔΕΙΠΝΟΝ ΤΟΥ κ. ΡΑΣΚ ΠΡΟΣ ΤΟΝ κ. ΠΟΠΟΒΙΤΣ [1002, 1825, 1200, 1855]
headline: ΥΜΝΟΥΣ ΥΠΕΡ ΤΗΣ ΦΙΛΙΑΣ ΚΙΝΑΣ — ΡΩΣΣΙΑΣ ΠΛΕΚΕΙ Ο ΕΙΣ ΜΟΣΧΑΝ ΚΙΝΕΖΟΣ ΠΡΕΣΒΕΥΤΗΣ [17, 1439, 391, 1495]
article-body: ΕΔΕΣΣΑ, 28. — Ὁ ἔπαρχος Ἀριδαίας ἀνεκάλεσε τὰς ψηφισθείσας ὑπὸ τῶν κοινοτικῶν συμβουλίων δαπάνας μεγάλης ἀξίας διὰ τὴν ἐκτέλεσιν ἔργων. [996, 669, 1205, 717]
article-body: ΔΡΑΜΑ, 28. — Πρωτοβουλίᾳ τῆς Ἀγροτικῆς Τραπέζης συνῆλθεν εἰς σύσκεψιν ἡ ἐπιτροπὴ ἡ ὁποία μελετᾷ τὴν ἵδρυσιν εἰς Δράμαν ἐργοστασίου παστεριώσεως γάλακτος. Εἰς τὴν σύσκεψιν μετέσχον ἀντιπρόσωποι τῶν κτηνοτρόφων τῆς περιοχῆς. — Τὸ ἐργοστάσιον θὰ ἔχῃ δυναμικότητα 10.000 ὀκάδων ἡμερησίως καὶ θὰ ἐξυπηρετῇ ὁλόκληρον τὸν νομόν. [406, 523, 625, 633]
headline: ΑΠΗΝΘΡΑΚΩΘΗΣΑΝ 250 ΧΟΙΡΟΙ ΕΙΣ ΤΗΝ ΝΗΣΙΔΑ ΓΚΙΑΟΥΡ ΑΝΤΑ [1015, 231, 1186, 273]
harbor-photo [14, 85, 394, 379]
headline: ΟΙ ΚΛΩΣΤΟΒΙΟΜΗΧΑΝΟΙ ΔΙΑΜΑΡΤΥΡΟΝΤΑΙ ΔΙΟΤΙ ΔΕΝ ΠΙΣΤΟΔΟΤΟΥΝΤΑΙ ΚΑΝΟΝΙΚΩΣ [65, 1624, 343, 1679]
divider [14, 713, 394, 714]
article-body: ΛΕΥΚΩΣΙΑ, 28. (Ἀσ. Πρ.). — Αἱ τουρκοκυπριακαὶ ἀρχαὶ εἶναι ἀνήσυχοι διὰ τὴν κυκλοφορίαν προκηρύξεων ὑπὲρ τοῦ ἀνατραπέντος καθεστῶτος τοῦ Μεντερές. Αἱ προκηρύξεις χαρακτηρίζουν τὴν κυβέρνησιν Γκιουρσὲλ ἀνεπαρκῆ καὶ καλοῦν τοὺς Τούρκους τῆς Κύπρου εἰς ἀντίστασιν. [1217, 835, 1559, 895]
brief: — Ο ΡΩΣΣΟΣ πιλότος Βλαντιμὶρ Ἰλιούσιν ἐπέτυχε νέον παγκόσμιον ρεκὸρ ταχύτητος. [1217, 1706, 1559, 1730]
article-body: ΒΕΡΟΛΙΝΟΝ, 28. (Ἀσ. Πρ.). — Νέαι παραβιάσεις τῆς διαχωριστικῆς γραμμῆς ἐσημειώθησαν. [637, 2127, 984, 2151]
article-body: ΒΕΡΟΛΙΝΟΝ, 28. (Ρώυτερ). — Ἡ ἀστυνομία τῆς Ἀνατολικῆς Γερμανίας συνεχίζει τὴν ἐκκένωσιν τῶν κατοικιῶν αἱ ὁποῖαι εὑρίσκονται κατὰ μῆκος τῆς διαχωριστικῆς γραμμῆς. Αἱ οἰκίαι κατεδαφίζονται διὰ νὰ ἐμποδισθοῦν αἱ ἀποδράσεις πρὸς τὸ Δυτικὸν Βερολῖνον. — Ἡ κυβέρνησις τῆς Βόννης διεμαρτυρήθη ἐντόνως διὰ τὰ μέτρα ταῦτα. [637, 1809, 984, 1881]
divider [406, 1006, 625, 1007]
headline: ΟΙ Κ.Κ. ΧΙΟΥΜ ΚΑΙ ΓΚΡΟΜΙΚΟ ΣΥΝΩΜΙΛΗΣΑΝ ΕΝ ΦΙΛΙΚΗ ΑΤΜΟΣΦΑΙΡΑ ΕΠΙ ΔΙΩΡΟΝ ΕΠΙ ΤΩΝ ΕΠΙΜΑΧΩΝ ΔΙΕΘΝΩΝ ΠΡΟΒΛΗΜΑΤΩΝ [1217, 1151, 1559, 1224]
ceremony-photo [1217, 71, 1559, 511]
article-body: Πλῆθος μαθητῶν συγκεντροῦνται καθημερινῶς ἔμπροσθεν τοῦ ἐν τῇ ὁδῷ Κασσάνδρου παλαιοπωλείου τοῦ Σωτηρίου Τσαμάκη καὶ προκαλοῦν διὰ τῆς συμπεριφορᾶς των τὰ διερχόμενα πρόσωπα καὶ ἰδίως τὰς γυναῖκας. Τὸ ζήτημα εἶναι, ὅτι οὐδεὶς παρεμβαίνει διὰ νὰ θέσῃ τέρμα εἰς τὴν κατάστασιν. Οἱ μαθηταὶ ἐνεργοῦν κατὰ τρόπον ὑπενθυμίζοντα τοὺς γνωστοὺς «τέντυ-μπόυς». Τὸ ζήτημα ἀπασχολεῖ ἤδη τὰς ἀρχάς. [406, 97, 625, 230]
article-body: ΑΘΗΝΑΙ, 28. — Διὰ διαταγῆς τοῦ ὑπουργείου Ἐθνικῆς Ἀμύνης ἀνεστάλη ἡ ἐφαρμογὴ τῆς διατάξεως περὶ τῶν προθεσμιῶν ἐξαγορᾶς τῆς στρατιωτικῆς θητείας τῶν ἐν τῇ ἀλλοδαπῇ διαμενόντων. [406, 1198, 625, 1259]
article-body: ΝΕΑ ΥΟΡΚΗ, 28. (Ἀσ. Πρ.). — Ὁ Ἀμερικανὸς ὑπουργὸς Ἐξωτερικῶν κ. Ρὰσκ παρέθεσε δεῖπνον πρὸς τιμὴν τοῦ Γιουγκοσλάβου ὑπουργοῦ Ἐξωτερικῶν κ. Πόποβιτς. [996, 1858, 1205, 1918]
divider [1217, 707, 1559, 709]
divider [996, 753, 1205, 754]
subheadline: ΕΜΠΡΟΣΘΕΝ ΓΝΩΣΤΟΥ ΠΑΛΑΙΟΠΩΛΕΙΟΠΩΛΕΙΟΥ [443, 70, 588, 95]
headline: Ο ΜΑΚ ΚΟΟΥΝ, Ο ΝΕΟΣ ΑΡΧΗΓΟΣ ΤΗΣ ΚΥΠ ΤΩΝ Η.Π. ΕΙΝΑΙ Ο ΤΡΙΤΟΣ ΡΕΠΟΥΜΠΛΙΚΑΝΟΣ ΕΙΣ ΤΗΝ ΥΠΗΡΕΣΙΑΝ ΤΟΥ ΠΡΟΕΔΡΟΥ κ. ΚΕΝΝΕΝΤΥ [22, 1799, 386, 1871]
headline: ΣΥΝΕΧΙΖΕΤΑΙ Η ΕΚΚΕΝΩΣΙΣ ΤΩΝ ΚΑΤΟΙΚΙΩΝ ΥΠΟ ΤΗΣ ΑΣΤΥΝΟΜΙΑΣ ΤΗΣ Α. ΓΕΡΜΑΝΙΑΣ ΚΑΤΑ ΜΗΚΟΣ ΤΗΣ ΔΙΑΧΩΡΙΣΤΙΚΗΣ ΓΡΑΜΜΗΣ [640, 1461, 981, 1533]
divider [406, 1445, 625, 1446]
divider [406, 756, 625, 757]
article-body: ΒΕΛΙΓΡΑΔΙΟΝ, 28. (Ρώυτερ). — Ἐστάλησαν μηνύματα πρὸς τὸν στρατάρχην Τίτο ὑπὸ τοῦ Ἰνδοῦ πρωθυπουργοῦ Νεχροῦ καὶ τοῦ προέδρου τῆς Γκάνας Νκρουμάχ. [996, 975, 1205, 1036]
divider [14, 1621, 394, 1622]
headline: ΦΙΛΟΜΕΝΤΕΡΕΣΙΚΑΙ ΠΡΟΚΗΡΥΞΕΙΣ ΕΚΥΚΛΟΦΟΡΗΣΑΝ ΕΙΣ ΛΕΥΚΩΣΙΑΝ [1220, 710, 1556, 772]
article-body: ΜΟΣΧΑ, 28. (Ἀσ. Πρ.). — Ὁ Κινέζος πρεσβευτὴς ἐν Μόσχᾳ ἐξύμνησε τὴν φιλίαν μεταξὺ Κίνας καὶ Σοβιετικῆς Ἑνώσεως εἰς ἄρθρον του δημοσιευθὲν εἰς τὴν «Πράβδα». Ὁ πρεσβευτὴς ἐτόνισεν ὅτι οὐδεμία δύναμις δύναται νὰ διασπάσῃ τὴν ἑνότητα τοῦ κομμουνιστικοῦ στρατοπέδου. Τὸ ἄρθρον δημοσιεύεται ἐπ' εὐκαιρίᾳ τῆς ἐπετείου τῆς ἱδρύσεως τῆς Λαϊκῆς Δημοκρατίας τῆς Κίνας. [14, 1497, 394, 1570]
lead-headline: ΤΟ ΠΕΚΙΝΟΝ ΒΑΛΛΕΙ ΚΑΙ ΠΑΛΙΝ ΑΓΡΙΩΣ ΕΝΑΝΤΙΟΝ ΤΗΣ ΓΙΟΥΓΚΟΣΛΑΒΙΑΣ ΤΟΥ ΤΙΤΟ [639, 46, 982, 152]
column-rule [631, 14, 632, 2370]
divider [996, 226, 1205, 227]
section-tag: ΥΜΝΕΙΤΑΙ Ο ΜΕΝΤΕΡΕΣ [1308, 1064, 1468, 1080]
divider [406, 474, 625, 475]
divider [996, 1325, 1205, 1326]
column-rule [400, 14, 401, 2370]
article-body: ΑΘΗΝΑΙ, 28. — Ἀπὸ τῆς 3ης Ὀκτωβρίου, θὰ κατέλθουν εἰς Πειραιᾶ τὰ ἀμερικανικὰ ἀντιτορπιλικὰ «Μπέκλεϊ» καὶ «Νόρφολκ». [996, 1128, 1205, 1164]
article-body [14, 1391, 394, 1431]
article-body: Ὁ διοικητὴς τῆς 62ας μοίρας ἀντιτορπιλλικῶν τοῦ ἀμερικανικοῦ στόλου, ἐπεσκέφθη χθὲς τὸν ναυτικὸν διοικητὴν Β. Ἑλλάδος. Κατὰ τὴν ἐπίσκεψιν ἐπέδωσεν εἰς τὸν ναυτικὸν διοικητὴν ἀναμνηστικὴν πλάκα. Χθὲς τὴν πρωΐαν τὰ ἀντιτορπιλλικὰ ἀπέπλευσαν. [1217, 554, 1559, 614]
article-body: ΝΕΑ ΥΟΡΚΗ, 28. (Ρώυτερ). — Ὁ Βρεταννὸς ὑπουργὸς Ἐξωτερικῶν λόρδος Χιοὺμ καὶ ὁ Σοβιετικὸς ὑπουργὸς Ἐξωτερικῶν κ. Γκρομίκο συνωμίλησαν ἐπὶ δίωρον εἰς τὴν ἕδραν τῆς βρεταννικῆς ἀντιπροσωπείας εἰς τὸν ΟΗΕ. Αἱ συνομιλίαι διεξήχθησαν ἐν φιλικῇ ἀτμοσφαίρᾳ καὶ ἀφεώρων τὸ Βερολινέζικον ζήτημα καὶ τὸν ἀφοπλισμόν. [1217, 1227, 1559, 1299]
article-body: ΒΕΛΙΓΡΑΔΙ, Σεπτέμβριος. (Ἰδ. ἀνταπ.). — Οἱ Γιουγκοσλάβοι δὲν εἶχαν ἀκόμη τὸν χρόνον ν' ἀναλύσουν τὸ ἀποτέλεσμα τῆς διασκέψεως τῶν ἀδεσμεύτων, ὅταν τὸ Πεκῖνον ἐξαπέλυσε νέαν ἐπίθεσιν ἐναντίον τοῦ στρατάρχου Τίτο. Ἡ κινεζικὴ «Λαϊκὴ Ἡμερησία» κατηγορεῖ τὸν Γιουγκοσλάβον ἡγέτην ὅτι καλλιεργεῖ τὴν σοσιαλιστικὴν αἵρεσιν. — Τὸ ἄρθρον, γραμμένον μὲ ἰδιαίτερον μένος, ἀποτελεῖ συνέχειαν τῆς μακρᾶς σειρᾶς ἐπιθέσεων τῶν Κινέζων κομμουνιστῶν κατὰ τοῦ Βελιγραδίου. Αἱ γιουγκοσλαβικαὶ ἐφημερίδες ἀπαντοῦν ὅτι ἡ Γιουγκοσλαβία θέλει ἐλευθερίαν καὶ ἀνεξαρτησίαν καὶ δὲν δέχεται ὑποδείξεις ἀπὸ κανένα. — Ὁ στρατάρχης Τίτο, ὁμιλῶν εἰς συγκέντρωσιν, ἐτόνισεν ὅτι ἡ πολιτικὴ τῆς μὴ δεσμεύσεως ἀποτελεῖ τὸν μόνον δρόμον πρὸς τὴν εἰρήνην. Οἱ Κινέζοι, ὅμως, ἐπιμένουν ὅτι ἡ πολιτικὴ αὐτὴ ἐξυπηρετεῖ τὰ συμφέροντα τῶν ἱμπεριαλιστῶν. [637, 370, 984, 553]
headline: ΑΝΕΣΤΑΛΗ Η ΔΙΑΤΑΓΗ ΠΕΡΙ ΠΡΟΘΕΣΜΙΩΝ ΕΞΑΓΟΡΑΣ ΣΤΡΑΤΙΩΤΙΚΗΣ ΘΗΤΕΙΑΣ [420, 1153, 611, 1195]
headline: Ο ΓΡΑΜΜΑΤΕΥΣ ΤΗΣ Γ.Σ.Ε.Ε. ΜΕΤΑΒΑΙΝΕΙ ΕΙΣ ΒΡΥΞΕΛΛΑΣ [416, 1692, 614, 1722]
divider [1217, 1961, 1559, 1963]
divider [14, 913, 394, 914]
article-body: ΑΘΗΝΑΙ, 28. — Ἀνεστάλη αἱ προσλήψεις κοινοτικῶν ἰατρῶν μέχρι τῆς ψηφίσεως τοῦ νέου προϋπολογισμοῦ. [996, 1261, 1205, 1297]
article-body: ΑΘΗΝΑΙ, 28. — Ἐπιστρέφει ἐντὸς τῆς ἑβδομάδος ὁ πρεσβευτὴς τῆς Μ. Βρεταννίας μετὰ τὴν ἐν Λονδίνῳ ἄδειαν. [406, 1854, 625, 1890]
headline: ΑΜΕΡΙΚΑΝΟΣ ΝΑΥΑΡΧΟΣ ΑΜΦΙΒΑΛΛΕΙ ΕΑΝ Η ΣΟΒΙΕΤΙΚΗ ΕΝΩΣΙΣ ΔΙΑΘΕΤΗ ΣΤΟΛΟΝ ΕΚ ΠΥΡΗΝΙΚΩΝ ΥΠΟΒΡΥΧΙΩΝ [29, 439, 378, 494]
headline: ΤΡΑΥΜΑΤΙΑΣ ΑΥΤΟΚΙΝΗΤΙΣΤΗΣ ΕΣΩΘΗ ΧΑΡΙΣ ΕΙΣ ΝΟΗΜΟΣΥΝΗΝ ΣΚΥΛΩΝ [1239, 1788, 1538, 1844]
headline: ΕΙΣ ΤΟΝ ΕΙΣΑΓΓΕΛΕΑ Ο ΣΦΑΞΑΣ ΤΟΝ ΕΜΠΟΡΟΝ ΕΙΣ ΤΗΝ ΚΑΡΔΙΤΣΑΝ [408, 1449, 623, 1491]
subheadline: Εἶναι, ὅμως, βέβαιος ὅτι οἱ Ρῶσσοι κατέχουν σκάφη δυνάμενα νὰ ἐκτοξεύουν πυραύλους [25, 497, 382, 558]
article-body: ΑΛΕΞΑΝΔΡΟΥΠΟΛΙΣ, 28. — Ὑπὸ τοῦ Ἀγ. Κρητσή, Ἀγ. Βαλάσιάνη, Δημ. Τσιακ καὶ Κων. Ρίζου, κατοίκων τῆς ἀλεξανδρουπόλεως, ἀπηνθρακώθησαν 250 χοῖροι εἰς τὴν νησίδα Γκιαοὺρ Ἀντά ἐξ αἰτίας πυρκαϊᾶς ἡ ὁποία ἐξερράγη εἰς τὴν νῆσον. Αἱ ζημίαι εἶναι σημαντικαί. [996, 275, 1205, 361]
headline: ΞΕΝΟΔΟΧΕΙΟΝ ΕΙΣ ΕΔΕΣΣΑΝ [418, 924, 612, 940]
subheadline: ΠΛΗΜΜΥΡΑΙ ΑΠΕΙΛΟΥΝ ΤΗΝ ΚΑΜΠΟΣΙΑΝ [15, 1199, 393, 1220]
section-tag: ΚΑΙ ΟΙ ΔΙΑΔΟΧΟΙ ΤΟΥ [1314, 955, 1462, 971]
divider [14, 1795, 394, 1796]
divider [1217, 1480, 1559, 1481]
article-body: ΒΕΛΙΓΡΑΔΙ, Σεπτέμβριος. (Ἰδ. ἀνταπ.). — Οἱ Γιουγκοσλάβοι δὲν εἶχαν ἀκόμη τὸν χρόνον ν' ἀναλύσουν τὸ ἀποτέλεσμα τῆς διασκέψεως τῶν ἀδεσμεύτων, ὅταν τὸ Πεκῖνον ἐξαπέλυσε νέαν ἐπίθεσιν ἐναντίον τοῦ στρατάρχου Τίτο. Ἡ κινεζικὴ «Λαϊκὴ Ἡμερησία» κατηγορεῖ τὸν Γιουγκοσλάβον ἡγέτην ὅτι καλλιεργεῖ τὴν σοσιαλιστικὴν αἵρεσιν. — Τὸ ἄρθρον, γραμμένον μὲ ἰδιαίτερον μένος, ἀποτελεῖ συνέχειαν τῆς μακρᾶς σειρᾶς ἐπιθέσεων τῶν Κινέζων κομμουνιστῶν κατὰ τοῦ Βελιγραδίου. Αἱ γιουγκοσλαβικαὶ ἐφημερίδες ἀπαντοῦν ὅτι ἡ Γιουγκοσλαβία θέλει ἐλευθερίαν καὶ ἀνεξαρτησίαν καὶ δὲν δέχεται ὑποδείξεις ἀπὸ κανένα. — Ὁ στρατάρχης Τίτο, ὁμιλῶν εἰς συγκέντρωσιν, ἐτόνισεν ὅτι ἡ πολιτικὴ τῆς μὴ δεσμεύσεως ἀποτελεῖ τὸν μόνον δρόμον πρὸς τὴν εἰρήνην. Οἱ Κινέζοι, ὅμως, ἐπιμένουν ὅτι ἡ πολιτικὴ αὐτὴ ἐξυπηρετεῖ τὰ συμφέροντα τῶν ἱμπεριαλιστῶν. [637, 754, 984, 936]
divider [406, 260, 625, 261]
headline: ΨΗΦΙΣΘΕΙΣΑΙ ΔΑΠΑΝΑΙ ΜΕΓΑΛΗΣ ΑΞΙΑΣ ΑΝΕΚΛΗΘΗΣΑΝ [1021, 624, 1180, 667]
divider [996, 1951, 1205, 1952]
divider [14, 435, 394, 436]
police-photo [637, 1537, 984, 1743]
brief: — Ο ΠΡΟΥΠΟΥΡΓΟΣ τῆς κομμουνιστικῆς Κίνας Τσοὺ Ἐν Λάι ἐδέχθη τὸν πρωθυπουργὸν τῆς Βιρμανίας. [1217, 1663, 1559, 1687]
section-tag: ΥΠΗΡΕΤΗΣ ΤΩΝ ΑΜΕΡΙΚΑΝΩΝ [707, 953, 914, 969]
divider [996, 926, 1205, 927]
article-body: ΔΡΑΜΑ, 28. — Εἰς τὸν ἱερὸν ναὸν τῆς Ἁγίας Σοφίας ἐτελέσθη μνημόσυνον τῶν σφαγιασθέντων ὑπὸ τῶν Βουλγάρων κατὰ τὸ 1941. [996, 1498, 1205, 1546]
divider [406, 1568, 625, 1569]
divider [406, 1149, 625, 1150]
subheadline: ΑΤΕΛΕΥΤΗΤΟΣ ΘΕΩΡΗΤΙΚΗ ΚΑΙ ΠΟΛΙΤΙΚΗ ΔΙΕΝΕΞΙΣ [669, 285, 952, 323]
subheadline: ἡ κυβέρνησις τοῦ Γκιουρσέλ [1232, 804, 1544, 830]
headline: ΔΙΗΛΘΕΝ ΕΚ ΘΕΣΣΑΛΟΝΙΚΗΣ Ο ΣΤΡΑΤΗΓΟΣ ΜΠΡΑΟΥΝ [1248, 1965, 1529, 2003]
